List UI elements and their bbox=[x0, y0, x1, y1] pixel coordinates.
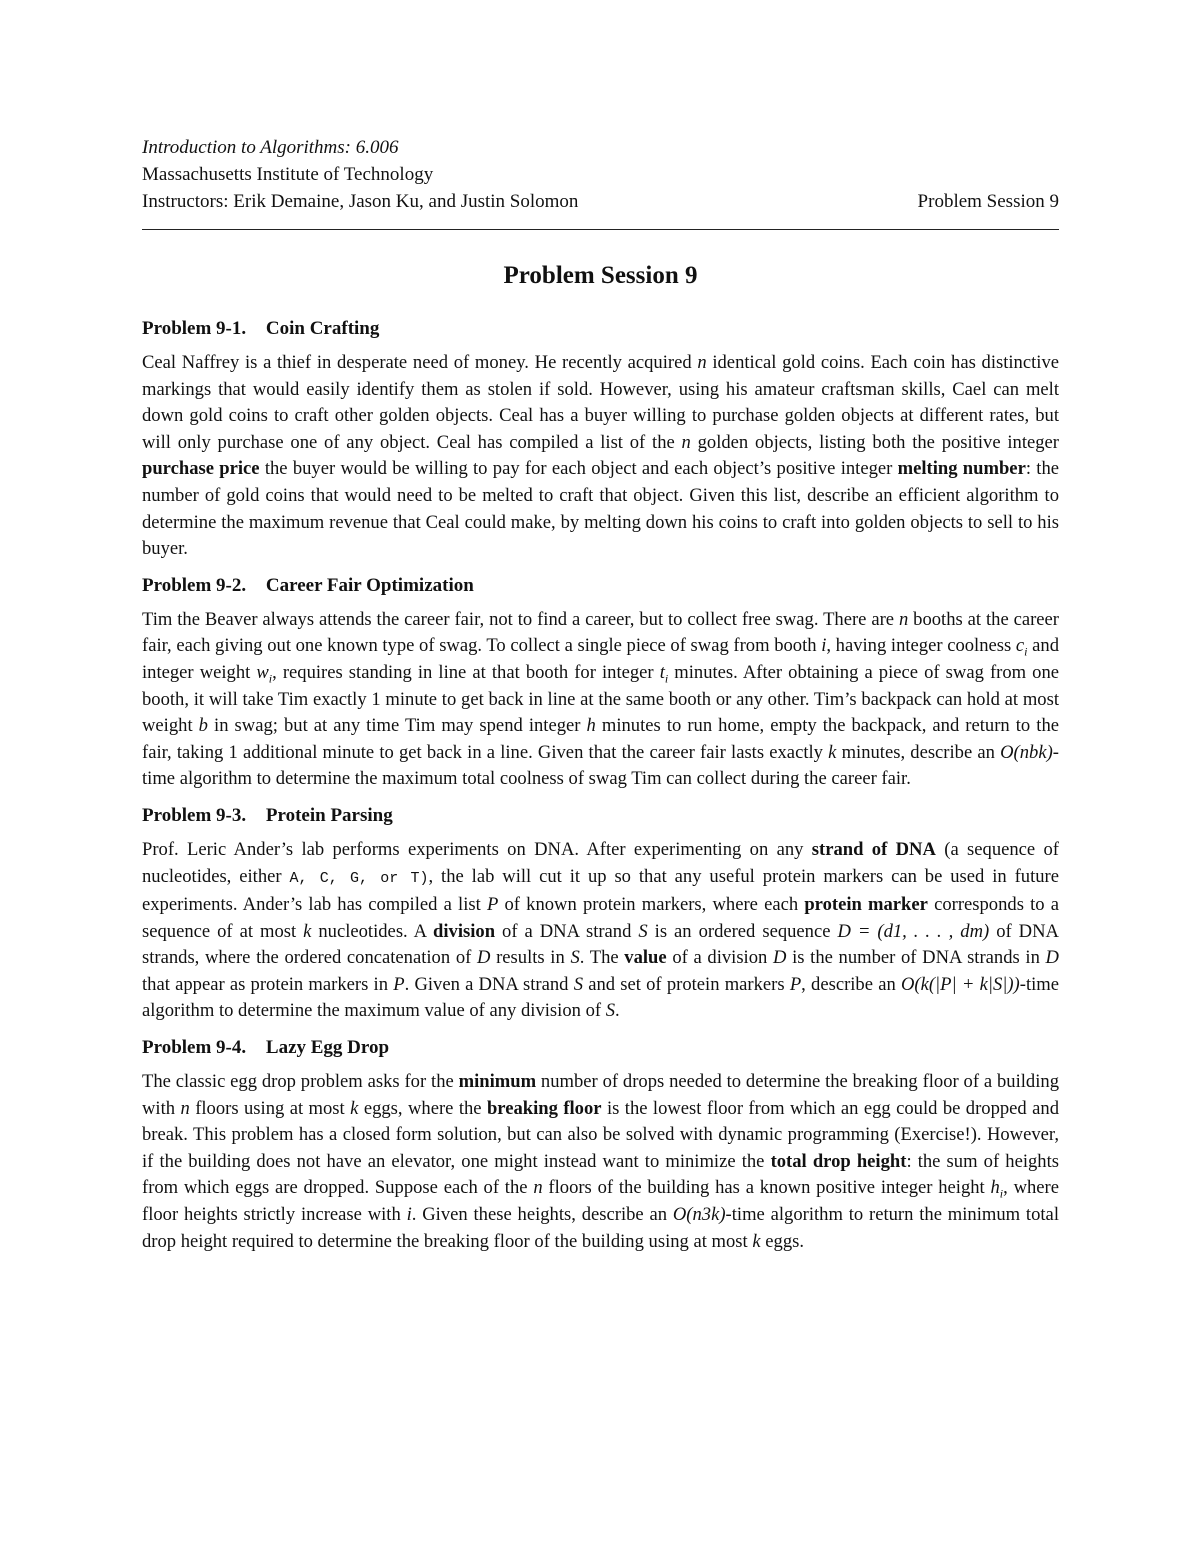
problem-9-4 bbox=[142, 1035, 1059, 1255]
problem-heading bbox=[142, 1035, 1059, 1061]
header-divider bbox=[142, 229, 1059, 230]
problem-9-3 bbox=[142, 803, 1059, 1025]
institute-name: Massachusetts Institute of Technology bbox=[142, 164, 434, 185]
problem-body: Prof. Leric Ander’s lab performs experiments on DNA. After experimenting on any strand of DNA (a sequence of nucleotides, either A, C, G, or T), the lab will cut it up so that any useful protein markers can be used in future experiments. Ander’s lab has compiled a list P of known protein markers, where each protein marker corresponds to a sequence of at most k nucleotides. A division of a DNA strand S is an ordered sequence D = (d1, . . . , dm) of DNA strands, where the ordered concatenation of D results in S. The value of a division D is the number of DNA strands in D that appear as protein markers in P. Given a DNA strand S and set of protein markers P, describe an O(k(|P| + k|S|))-time algorithm to determine the maximum value of any division of S. bbox=[142, 838, 1060, 1022]
problem-name: Lazy Egg Drop bbox=[265, 1037, 390, 1059]
problem-number: Problem 9-2. bbox=[142, 574, 247, 596]
problem-number: Problem 9-3. bbox=[142, 804, 247, 826]
problem-heading bbox=[142, 573, 1059, 599]
session-label: Problem Session 9 bbox=[917, 191, 1059, 212]
problem-heading bbox=[142, 803, 1059, 829]
problem-name: Coin Crafting bbox=[265, 318, 380, 339]
problem-body: The classic egg drop problem asks for the minimum number of drops needed to determine the breaking floor of a building with n floors using at most k eggs, where the breaking floor is the lowest floor from which an egg could be dropped and break. This problem has a closed form solution, but can also be solved with dynamic programming (Exercise!). However, if the building does not have an elevator, one might instead want to minimize the total drop height: the sum of heights from which eggs are dropped. Suppose each of the n floors of the building has a known positive integer height $h_i$, where floor heights strictly increase with i. Given these heights, describe an O(n3k)-time algorithm to return the minimum total drop height required to determine the breaking floor of the building using at most k eggs. bbox=[142, 1071, 1059, 1252]
problem-name: Protein Parsing bbox=[265, 804, 393, 826]
problem-body: Tim the Beaver always attends the career fair, not to find a career, but to collect free swag. There are n booths at the career fair, each giving out one known type of swag. To collect a single piece of swag from booth i, having integer coolness $c_i$ and integer weight $w_i$, requires standing in line at that booth for integer $t_i$ minutes. After obtaining a piece of swag from one booth, it will take Tim exactly 1 minute to get back in line at the same booth or any other. Tim’s backpack can hold at most weight b in swag; but at any time Tim may spend integer h minutes to run home, empty the backpack, and return to the fair, taking 1 additional minute to get back in a line. Given that the career fair lasts exactly k minutes, describe an O(nbk)-time algorithm to determine the maximum total coolness of swag Tim can collect during the career fair. bbox=[142, 608, 1060, 790]
problem-heading bbox=[142, 316, 1059, 342]
instructors: Instructors: Erik Demaine, Jason Ku, and Justin Solomon bbox=[142, 191, 579, 212]
problem-number: Problem 9-1. bbox=[142, 318, 247, 339]
problem-9-1 bbox=[142, 316, 1059, 563]
header-row bbox=[142, 188, 1059, 215]
problem-name: Career Fair Optimization bbox=[265, 574, 474, 596]
problem-body: Ceal Naffrey is a thief in desperate need of money. He recently acquired n identical gold coins. Each coin has distinctive markings that would easily identify them as stolen if sold. However, using his amateur craftsman skills, Cael can melt down gold coins to craft other golden objects. Ceal has a buyer willing to purchase golden objects at different rates, but will only purchase one of any object. Ceal has compiled a list of the n golden objects, listing both the positive integer purchase price the buyer would be willing to pay for each object and each object’s positive integer melting number: the number of gold coins that would need to be melted to craft that object. Given this list, describe an efficient algorithm to determine the maximum revenue that Ceal could make, by melting down his coins to craft into golden objects to sell to his buyer. bbox=[142, 352, 1059, 560]
problem-number: Problem 9-4. bbox=[142, 1037, 247, 1059]
page-title: Problem Session 9 bbox=[503, 262, 698, 289]
page-header bbox=[142, 134, 1059, 215]
course-name: Introduction to Algorithms: 6.006 bbox=[142, 137, 399, 158]
problem-9-2 bbox=[142, 573, 1059, 793]
